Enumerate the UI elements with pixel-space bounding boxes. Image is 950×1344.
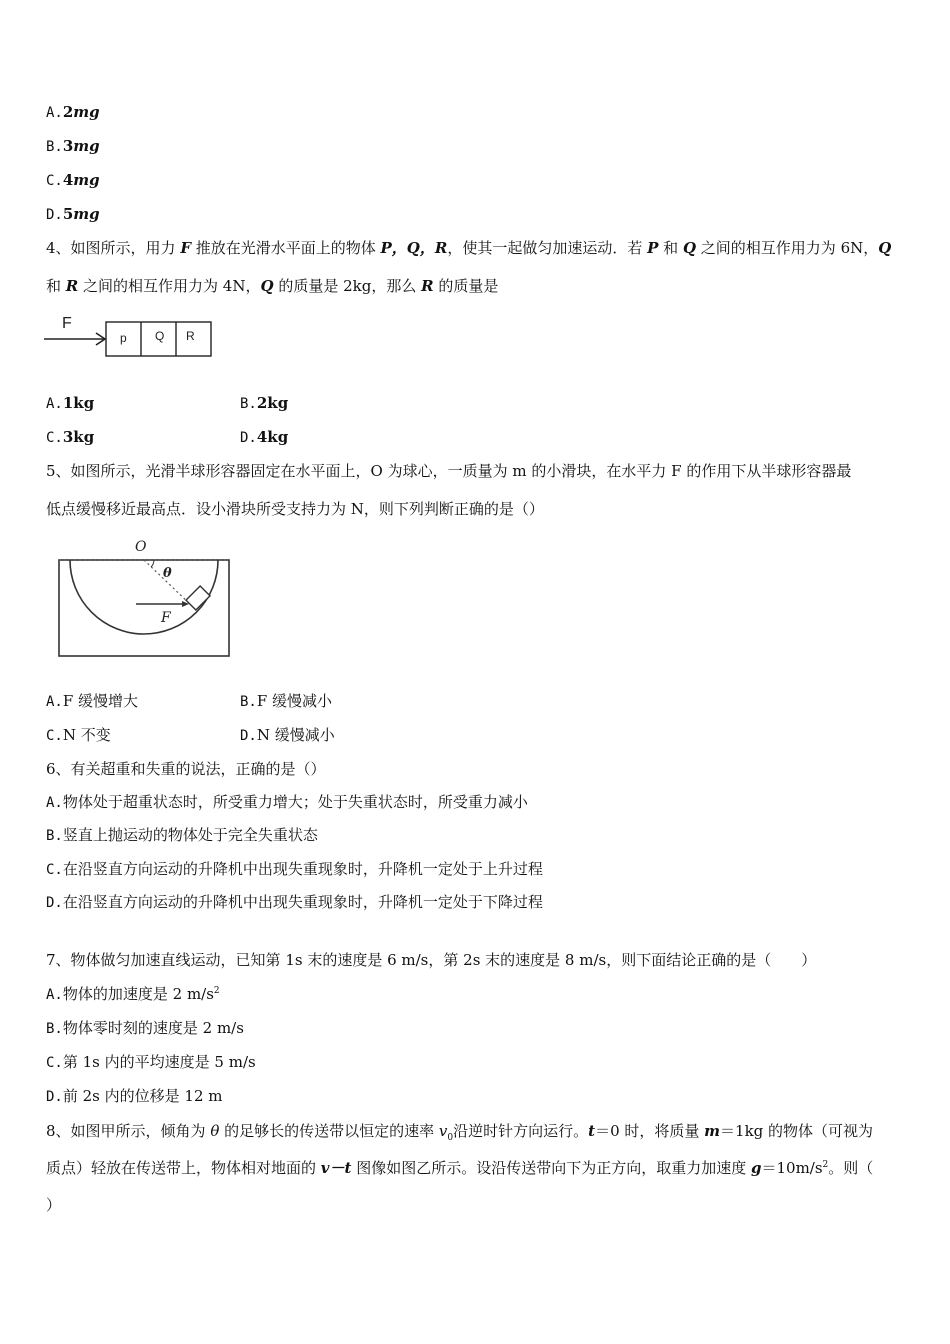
theta-label: θ	[163, 566, 172, 581]
q7-option-c: C.第 1s 内的平均速度是 5 m/s	[46, 1053, 256, 1071]
center-o-label: O	[135, 539, 147, 555]
container-box	[59, 560, 229, 656]
q7-option-b: B.物体零时刻的速度是 2 m/s	[46, 1019, 244, 1037]
slider-block	[186, 586, 210, 610]
q5-stem-line1: 5、如图所示，光滑半球形容器固定在水平面上，O 为球心，一质量为 m 的小滑块，在水平力 F 的作用下从半球形容器最	[46, 462, 852, 480]
q4-option-a: A.1kg	[46, 394, 95, 412]
q5-option-b: B.F 缓慢减小	[240, 692, 333, 710]
q3-option-d: D.5mg	[46, 205, 100, 223]
block-q-label: Q	[155, 329, 165, 343]
q6-option-d: D.在沿竖直方向运动的升降机中出现失重现象时，升降机一定处于下降过程	[46, 893, 543, 911]
q3-option-b: B.3mg	[46, 137, 100, 155]
q5-figure	[50, 535, 240, 665]
q4-option-b: B.2kg	[240, 394, 289, 412]
q5-option-c: C.N 不变	[46, 726, 111, 744]
q5-option-a: A.F 缓慢增大	[46, 692, 139, 710]
block-p-label: p	[120, 331, 127, 345]
q3-option-c: C.4mg	[46, 171, 100, 189]
q3-option-a: A.2mg	[46, 103, 100, 121]
q5-force-label: F	[161, 610, 171, 626]
q6-option-b: B.竖直上抛运动的物体处于完全失重状态	[46, 826, 318, 844]
q8-stem-line2: 质点）轻放在传送带上，物体相对地面的 v－t 图像如图乙所示。设沿传送带向下为正方向，取重力加速度 $g=10m/s^2$。则（	[46, 1159, 874, 1177]
q7-option-d: D.前 2s 内的位移是 12 m	[46, 1087, 223, 1105]
q4-stem-line2: 和 R 之间的相互作用力为 4N，Q 的质量是 2kg，那么 R 的质量是	[46, 277, 499, 295]
q6-option-a: A.物体处于超重状态时，所受重力增大；处于失重状态时，所受重力减小	[46, 793, 528, 811]
q4-option-c: C.3kg	[46, 428, 95, 446]
q6-stem: 6、有关超重和失重的说法，正确的是（）	[46, 760, 326, 778]
theta-arc	[151, 560, 154, 567]
q5-stem-line2: 低点缓慢移近最高点．设小滑块所受支持力为 N，则下列判断正确的是（）	[46, 500, 544, 518]
q8-stem-line3: ）	[46, 1196, 62, 1214]
q4-stem-line1: 4、如图所示，用力 F 推放在光滑水平面上的物体 P，Q，R，使其一起做匀加速运动．若 P 和 Q 之间的相互作用力为 6N，Q	[46, 239, 892, 257]
q7-option-a: A.物体的加速度是 2 $m/s^2$	[46, 985, 220, 1003]
q8-stem-line1: 8、如图甲所示，倾角为 θ 的足够长的传送带以恒定的速率 $v_0$沿逆时针方向运行。t＝0 时，将质量 m＝1kg 的物体（可视为	[46, 1122, 874, 1143]
block-r-label: R	[186, 329, 195, 343]
q7-stem: 7、物体做匀加速直线运动，已知第 1s 末的速度是 6 m/s，第 2s 末的速度是 8 m/s，则下面结论正确的是（ ）	[46, 951, 817, 969]
q5-option-d: D.N 缓慢减小	[240, 726, 335, 744]
q4-force-label: F	[62, 315, 72, 332]
q4-figure	[44, 310, 219, 362]
q6-option-c: C.在沿竖直方向运动的升降机中出现失重现象时，升降机一定处于上升过程	[46, 860, 543, 878]
q4-option-d: D.4kg	[240, 428, 289, 446]
